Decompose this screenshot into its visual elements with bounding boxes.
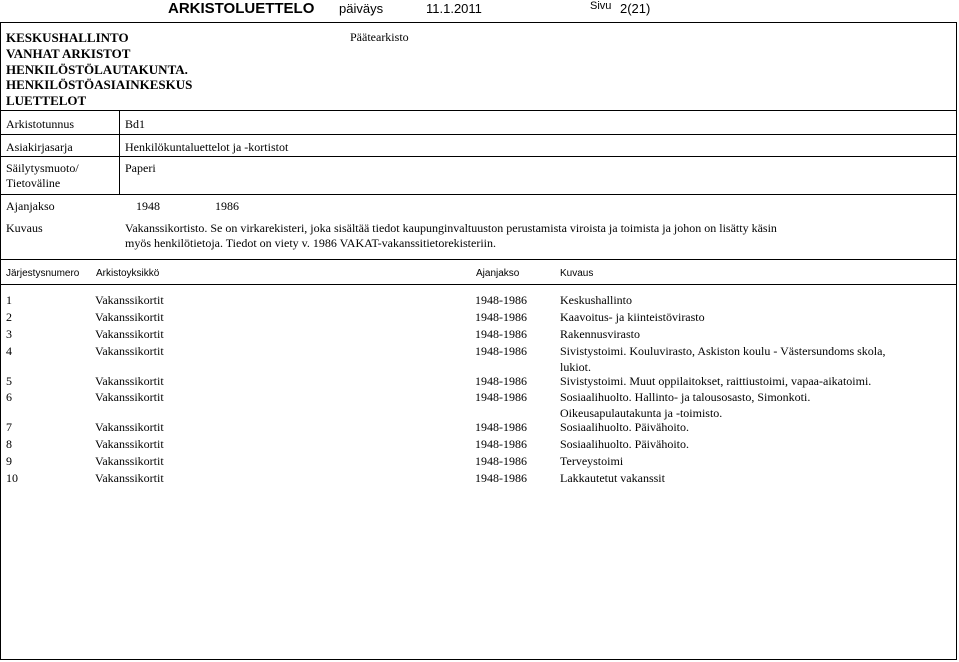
row-archive-unit: Vakanssikortit [95, 420, 164, 434]
row-archive-unit: Vakanssikortit [95, 327, 164, 341]
org-line-5: LUETTELOT [6, 93, 87, 108]
row-number: 8 [6, 437, 12, 451]
row-description: Sosiaalihuolto. Päivähoito. [560, 420, 689, 434]
org-line-3: HENKILÖSTÖLAUTAKUNTA. [6, 62, 188, 77]
row-period: 1948-1986 [475, 327, 527, 341]
row-number: 2 [6, 310, 12, 324]
row-description: Sosiaalihuolto. Hallinto- ja talousosasto, Simonkoti. [560, 390, 811, 404]
meta-divider [119, 110, 120, 194]
row-number: 6 [6, 390, 12, 404]
row-archive-unit: Vakanssikortit [95, 471, 164, 485]
table-row [0, 327, 957, 343]
row-number: 9 [6, 454, 12, 468]
row-period: 1948-1986 [475, 437, 527, 451]
row-description: Lakkautetut vakanssit [560, 471, 665, 485]
table-header-top [0, 259, 957, 260]
row-number: 7 [6, 420, 12, 434]
arkistotunnus-label: Arkistotunnus [6, 117, 75, 131]
row-period: 1948-1986 [475, 344, 527, 358]
row-period: 1948-1986 [475, 293, 527, 307]
table-row [0, 374, 957, 390]
row-archive-unit: Vakanssikortit [95, 390, 164, 404]
kuvaus-line-2: myös henkilötietoja. Tiedot on viety v. 1986 VAKAT-vakanssitietorekisteriin. [125, 236, 496, 250]
kuvaus-label: Kuvaus [6, 221, 43, 235]
row-archive-unit: Vakanssikortit [95, 454, 164, 468]
org-line-4: HENKILÖSTÖASIAINKESKUS [6, 77, 193, 92]
row-period: 1948-1986 [475, 454, 527, 468]
row-period: 1948-1986 [475, 471, 527, 485]
asiakirjasarja-label: Asiakirjasarja [6, 140, 73, 154]
row-description-continued: lukiot. [560, 360, 592, 374]
row-archive-unit: Vakanssikortit [95, 310, 164, 324]
page-label: Sivu [590, 0, 612, 12]
archive-type: Päätearkisto [350, 30, 409, 44]
kuvaus-line-1: Vakanssikortisto. Se on virkarekisteri, joka sisältää tiedot kaupunginvaltuuston perustamista viroista ja toimista ja johon on lisätty käsin [125, 221, 777, 235]
row-number: 5 [6, 374, 12, 388]
ajanjakso-end: 1986 [215, 199, 239, 213]
table-row [0, 454, 957, 470]
table-row [0, 437, 957, 453]
col-header-period: Ajanjakso [476, 268, 520, 279]
row-description: Kaavoitus- ja kiinteistövirasto [560, 310, 705, 324]
row-period: 1948-1986 [475, 390, 527, 404]
document-title: ARKISTOLUETTELO [168, 0, 315, 17]
org-line-1: KESKUSHALLINTO [6, 30, 129, 45]
ajanjakso-start: 1948 [136, 199, 160, 213]
table-header-bottom [0, 284, 957, 285]
table-row [0, 310, 957, 326]
row-description-continued: Oikeusapulautakunta ja -toimisto. [560, 406, 723, 420]
row-description: Rakennusvirasto [560, 327, 640, 341]
row-description: Keskushallinto [560, 293, 632, 307]
col-header-desc: Kuvaus [560, 268, 594, 279]
row-description: Terveystoimi [560, 454, 624, 468]
table-row [0, 420, 957, 436]
date-value: 11.1.2011 [426, 1, 482, 16]
table-row [0, 390, 957, 420]
sailytysmuoto-label-1: Säilytysmuoto/ [6, 161, 79, 175]
row-period: 1948-1986 [475, 374, 527, 388]
page-value: 2(21) [620, 1, 651, 16]
col-header-unit: Arkistoyksikkö [96, 268, 160, 279]
row-description: Sivistystoimi. Kouluvirasto, Askiston koulu - Västersundoms skola, [560, 344, 886, 358]
sailytysmuoto-label-2: Tietoväline [6, 176, 61, 190]
table-row [0, 471, 957, 487]
row-number: 3 [6, 327, 12, 341]
row-number: 10 [6, 471, 18, 485]
table-row [0, 344, 957, 374]
asiakirjasarja-value: Henkilökuntaluettelot ja -kortistot [125, 140, 289, 154]
row-description: Sivistystoimi. Muut oppilaitokset, raittiustoimi, vapaa-aikatoimi. [560, 374, 872, 388]
row-number: 1 [6, 293, 12, 307]
row-archive-unit: Vakanssikortit [95, 293, 164, 307]
meta-row-divider-1 [0, 134, 957, 135]
row-archive-unit: Vakanssikortit [95, 374, 164, 388]
row-period: 1948-1986 [475, 310, 527, 324]
row-number: 4 [6, 344, 12, 358]
row-period: 1948-1986 [475, 420, 527, 434]
col-header-number: Järjestysnumero [6, 268, 80, 279]
meta-row-divider-3 [0, 194, 957, 195]
sailytysmuoto-value: Paperi [125, 161, 156, 175]
row-archive-unit: Vakanssikortit [95, 437, 164, 451]
ajanjakso-label: Ajanjakso [6, 199, 55, 213]
date-label: päiväys [339, 1, 384, 16]
org-divider [0, 110, 957, 111]
meta-row-divider-2 [0, 156, 957, 157]
row-archive-unit: Vakanssikortit [95, 344, 164, 358]
table-row [0, 293, 957, 309]
org-line-2: VANHAT ARKISTOT [6, 46, 131, 61]
row-description: Sosiaalihuolto. Päivähoito. [560, 437, 689, 451]
arkistotunnus-value: Bd1 [125, 117, 146, 131]
